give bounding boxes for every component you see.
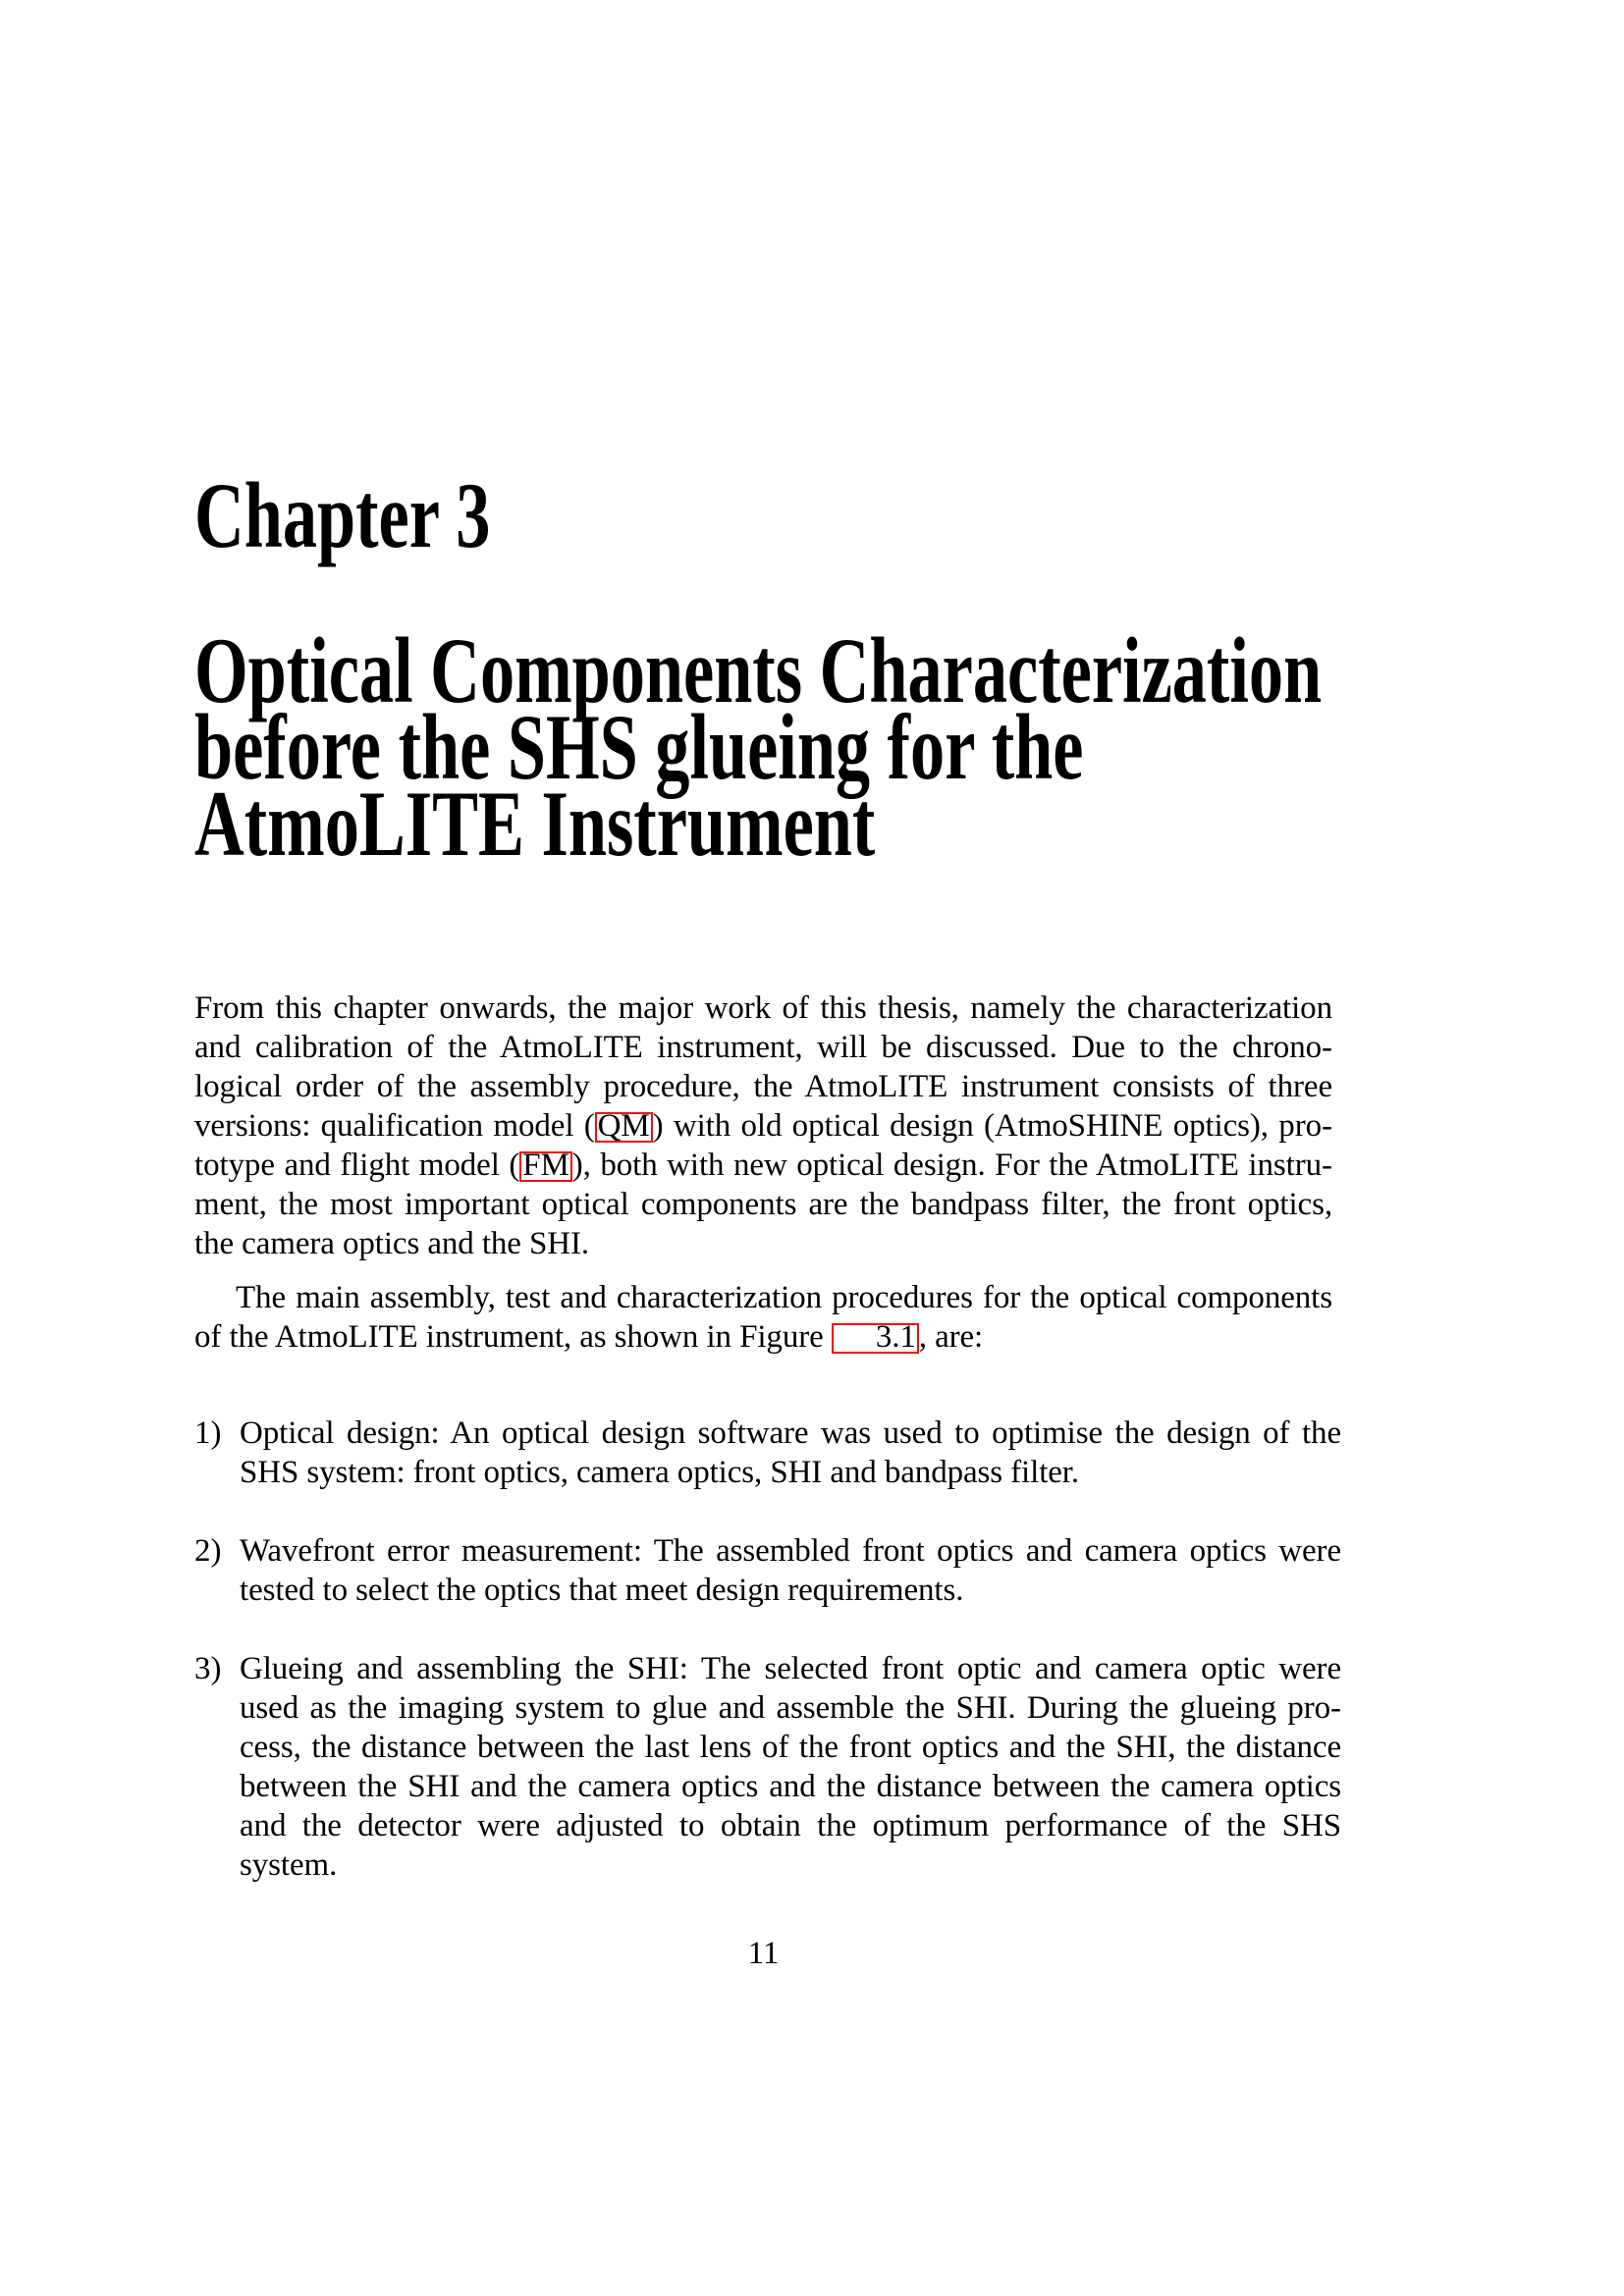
text-segment: , are: — [918, 1319, 984, 1355]
chapter-label: Chapter 3 — [194, 463, 491, 567]
list-item-number: 2) — [194, 1533, 222, 1569]
link-qm[interactable]: QM — [595, 1112, 653, 1143]
text-segment: Optical design: An optical design software was used to optimise the design of the SHS system: front optics, camera optics, SHI and bandpass filter. — [240, 1415, 1341, 1490]
page-number: 11 — [747, 1936, 780, 1971]
list-item-text — [240, 1649, 1341, 1885]
text-segment: Wavefront error measurement: The assembled front optics and camera optics were tested to select the optics that meet design requirements. — [240, 1533, 1341, 1608]
link-fm[interactable]: FM — [519, 1151, 572, 1182]
list-item — [194, 1414, 1345, 1492]
list-item-text — [240, 1414, 1341, 1492]
link-figure-3-1[interactable]: 3.1 — [832, 1323, 919, 1354]
chapter-title-line-1: Optical Components Characterization — [194, 618, 1323, 722]
list-item-number: 1) — [194, 1415, 222, 1451]
list-item-number: 3) — [194, 1651, 222, 1686]
text-segment: From this chapter onwards, the major work of this thesis, namely the characterization and calibration of the AtmoLITE instrument, will be discussed. Due to the chronological order of the assembly procedure, the AtmoLITE instrument consists of three versions: qualification model ( — [194, 990, 1332, 1144]
text-segment: The main assembly, test and characterization procedures for the optical components of the AtmoLITE instrument, as shown in Figure — [194, 1280, 1332, 1355]
text-segment: Glueing and assembling the SHI: The selected front optic and camera optic were used as the imaging system to glue and assemble the SHI. During the glueing process, the distance between the last lens of the front optics and the SHI, the distance between the SHI and the camera optics and the distance between the camera optics and the detector were adjusted to obtain the optimum performance of the SHS system. — [240, 1651, 1341, 1883]
list-item-text — [240, 1531, 1341, 1610]
chapter-title-line-3: AtmoLITE Instrument — [194, 772, 876, 876]
list-item — [194, 1649, 1345, 1885]
paragraph-intro — [194, 988, 1332, 1263]
text-segment: ) with old optical design (AtmoSHINE optics), prototype and flight model ( — [194, 1108, 1332, 1183]
list-item — [194, 1531, 1345, 1610]
text-segment: ), both with new optical design. For the AtmoLITE instrument, the most important optical components are the bandpass filter, the front optics, the camera optics and the SHI. — [194, 1148, 1332, 1261]
chapter-title-line-2: before the SHS glueing for the — [194, 695, 1084, 799]
paragraph-assembly-procedures — [194, 1278, 1332, 1357]
chapter-title — [194, 618, 1323, 876]
